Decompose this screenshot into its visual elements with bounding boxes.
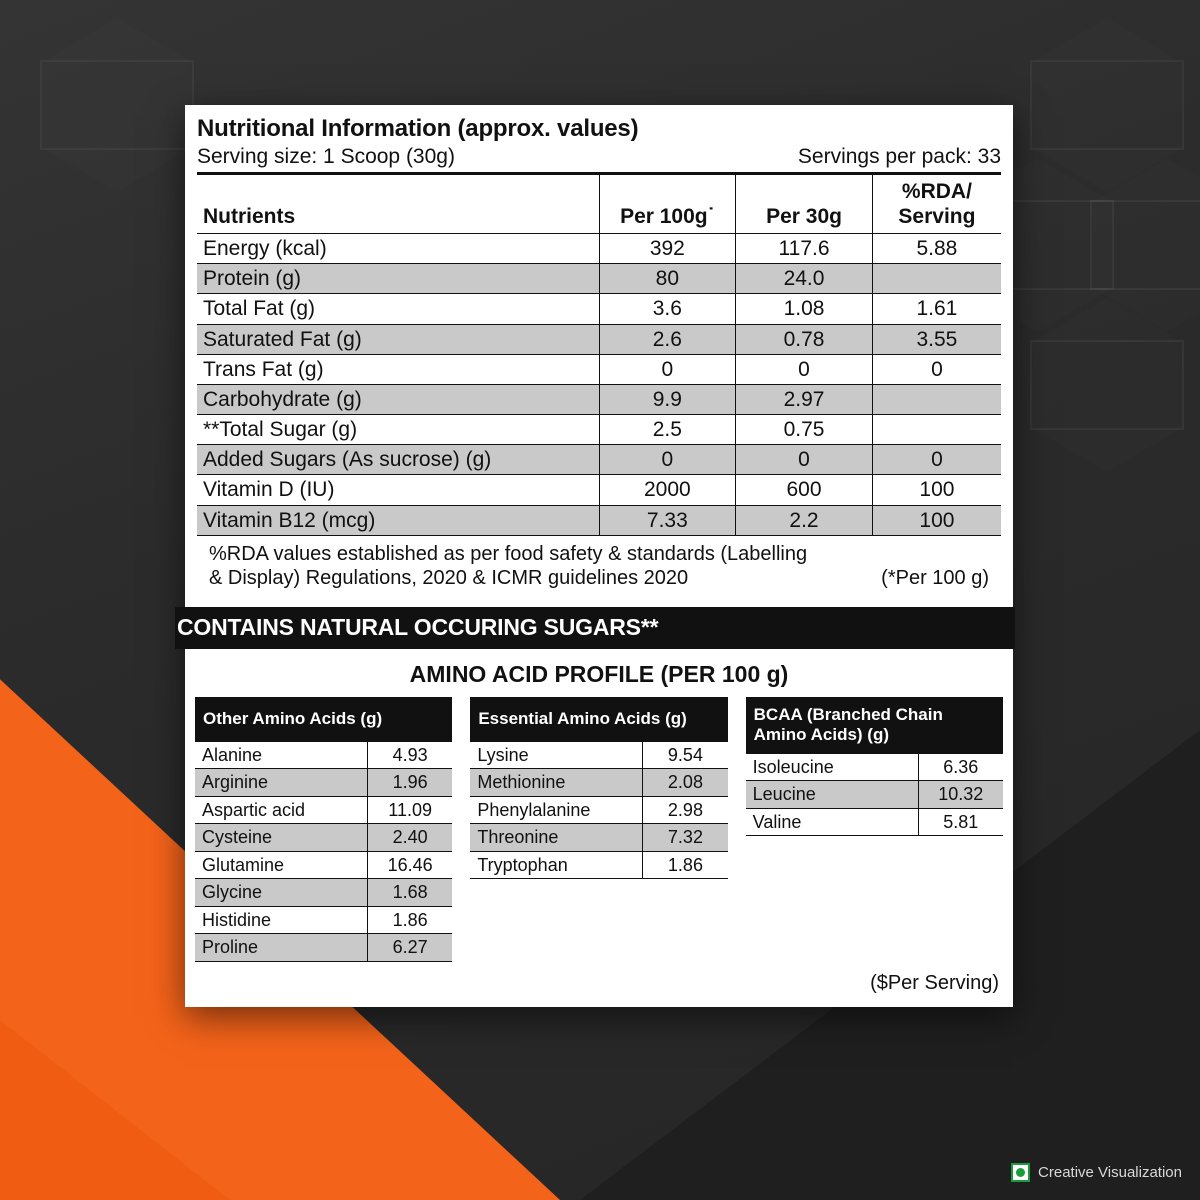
nutrient-rda: 3.55 <box>872 324 1001 354</box>
nutrient-name: Energy (kcal) <box>197 233 599 263</box>
nutrient-name: Carbohydrate (g) <box>197 384 599 414</box>
amino-value: 11.09 <box>367 796 452 824</box>
table-row <box>470 851 727 879</box>
table-row <box>746 781 1003 809</box>
amino-columns <box>195 697 1003 962</box>
nutrition-info-block <box>185 105 1013 607</box>
table-row <box>197 505 1001 535</box>
table-row <box>197 445 1001 475</box>
nutrient-name: Saturated Fat (g) <box>197 324 599 354</box>
nutrient-per-100g: 80 <box>599 264 736 294</box>
table-row <box>197 264 1001 294</box>
nutrient-name: Trans Fat (g) <box>197 354 599 384</box>
amino-value: 6.27 <box>367 934 452 962</box>
nutrition-table-head <box>197 175 1001 234</box>
amino-name: Valine <box>746 808 918 836</box>
amino-name: Threonine <box>470 824 642 852</box>
hex-decoration <box>40 60 194 150</box>
table-row <box>197 324 1001 354</box>
nutrient-per-30g: 0 <box>736 354 873 384</box>
col-header-per-100g: Per 100g˙ <box>599 175 736 234</box>
table-row <box>470 769 727 797</box>
col-header-rda <box>872 175 1001 234</box>
table-row <box>746 753 1003 781</box>
nutrition-header-row <box>197 175 1001 234</box>
nutrient-rda: 5.88 <box>872 233 1001 263</box>
table-row <box>195 824 452 852</box>
amino-value: 5.81 <box>918 808 1003 836</box>
table-row <box>197 475 1001 505</box>
amino-name: Isoleucine <box>746 753 918 781</box>
nutrient-name: Vitamin D (IU) <box>197 475 599 505</box>
nutrient-rda: 100 <box>872 475 1001 505</box>
amino-table <box>746 753 1003 837</box>
col-header-rda-line1: %RDA/ <box>901 179 972 203</box>
nutrient-per-30g: 600 <box>736 475 873 505</box>
nutrient-rda: 100 <box>872 505 1001 535</box>
col-header-rda-line2: Serving <box>898 204 976 228</box>
amino-value: 6.36 <box>918 753 1003 781</box>
nutrient-per-100g: 2000 <box>599 475 736 505</box>
nutrient-name: Total Fat (g) <box>197 294 599 324</box>
amino-name: Tryptophan <box>470 851 642 879</box>
amino-name: Phenylalanine <box>470 796 642 824</box>
amino-name: Lysine <box>470 741 642 769</box>
table-row <box>195 934 452 962</box>
nutrition-table-body <box>197 233 1001 535</box>
natural-sugars-banner: CONTAINS NATURAL OCCURING SUGARS** <box>175 607 1015 649</box>
amino-column-header: Essential Amino Acids (g) <box>470 697 727 741</box>
table-row <box>746 808 1003 836</box>
amino-column <box>470 697 727 880</box>
table-row <box>470 824 727 852</box>
col-header-per-30g: Per 30g <box>736 175 873 234</box>
table-row <box>195 906 452 934</box>
amino-value: 9.54 <box>643 741 728 769</box>
nutrient-rda <box>872 264 1001 294</box>
watermark <box>1011 1163 1182 1182</box>
amino-name: Aspartic acid <box>195 796 367 824</box>
amino-value: 2.40 <box>367 824 452 852</box>
nutrient-per-30g: 117.6 <box>736 233 873 263</box>
nutrient-name: **Total Sugar (g) <box>197 415 599 445</box>
nutrient-rda <box>872 384 1001 414</box>
veg-mark-icon <box>1011 1163 1030 1182</box>
amino-value: 4.93 <box>367 741 452 769</box>
amino-value: 1.68 <box>367 879 452 907</box>
table-row <box>195 879 452 907</box>
amino-value: 7.32 <box>643 824 728 852</box>
nutrition-table <box>197 175 1001 536</box>
veg-dot-icon <box>1016 1168 1025 1177</box>
table-row <box>195 796 452 824</box>
nutrient-per-30g: 2.97 <box>736 384 873 414</box>
nutrient-rda: 1.61 <box>872 294 1001 324</box>
amino-column <box>746 697 1003 837</box>
amino-value: 1.86 <box>367 906 452 934</box>
table-row <box>197 294 1001 324</box>
amino-value: 2.98 <box>643 796 728 824</box>
nutrient-name: Vitamin B12 (mcg) <box>197 505 599 535</box>
nutrient-per-30g: 0.78 <box>736 324 873 354</box>
amino-profile-title: AMINO ACID PROFILE (PER 100 g) <box>409 660 789 687</box>
hex-decoration <box>1030 60 1184 150</box>
hex-decoration <box>1030 340 1184 430</box>
table-row <box>197 415 1001 445</box>
nutrient-rda: 0 <box>872 354 1001 384</box>
amino-name: Histidine <box>195 906 367 934</box>
nutrient-per-30g: 0 <box>736 445 873 475</box>
amino-table <box>470 741 727 880</box>
table-row <box>197 354 1001 384</box>
serving-row <box>197 145 1001 175</box>
nutrient-rda: 0 <box>872 445 1001 475</box>
nutrient-per-30g: 2.2 <box>736 505 873 535</box>
amino-column <box>195 697 452 962</box>
amino-column-header: Other Amino Acids (g) <box>195 697 452 741</box>
nutrition-footnote <box>197 536 1001 601</box>
amino-name: Arginine <box>195 769 367 797</box>
amino-value: 16.46 <box>367 851 452 879</box>
table-row <box>197 233 1001 263</box>
rda-footnote-text: %RDA values established as per food safety & standards (Labelling & Display) Regulations, 2020 & ICMR guidelines 2020 <box>209 542 808 590</box>
table-row <box>470 796 727 824</box>
col-header-nutrients: Nutrients <box>197 175 599 234</box>
per-serving-note: ($Per Serving) <box>870 971 999 994</box>
nutrition-title: Nutritional Information (approx. values) <box>197 115 639 142</box>
table-row <box>197 384 1001 414</box>
table-row <box>195 769 452 797</box>
nutrient-name: Protein (g) <box>197 264 599 294</box>
amino-acid-block <box>185 649 1013 1007</box>
servings-per-pack: Servings per pack: 33 <box>797 144 1001 168</box>
per-100g-note: (*Per 100 g) <box>881 567 989 590</box>
amino-value: 1.96 <box>367 769 452 797</box>
amino-table <box>195 741 452 962</box>
nutrient-per-100g: 3.6 <box>599 294 736 324</box>
nutrient-per-100g: 0 <box>599 354 736 384</box>
amino-name: Cysteine <box>195 824 367 852</box>
amino-name: Glutamine <box>195 851 367 879</box>
amino-value: 2.08 <box>643 769 728 797</box>
amino-value: 1.86 <box>643 851 728 879</box>
amino-column-header: BCAA (Branched Chain Amino Acids) (g) <box>746 697 1003 753</box>
amino-name: Proline <box>195 934 367 962</box>
nutrient-per-100g: 7.33 <box>599 505 736 535</box>
watermark-text: Creative Visualization <box>1038 1164 1182 1181</box>
table-row <box>195 851 452 879</box>
nutrient-per-100g: 2.5 <box>599 415 736 445</box>
table-row <box>470 741 727 769</box>
serving-size: Serving size: 1 Scoop (30g) <box>197 144 455 168</box>
nutrient-name: Added Sugars (As sucrose) (g) <box>197 445 599 475</box>
amino-name: Glycine <box>195 879 367 907</box>
amino-name: Leucine <box>746 781 918 809</box>
nutrient-per-30g: 0.75 <box>736 415 873 445</box>
amino-value: 10.32 <box>918 781 1003 809</box>
amino-name: Alanine <box>195 741 367 769</box>
nutrient-per-100g: 2.6 <box>599 324 736 354</box>
nutrient-per-100g: 392 <box>599 233 736 263</box>
table-row <box>195 741 452 769</box>
nutrient-per-100g: 0 <box>599 445 736 475</box>
nutrition-label-card <box>177 105 1013 1007</box>
nutrient-per-100g: 9.9 <box>599 384 736 414</box>
amino-name: Methionine <box>470 769 642 797</box>
nutrient-per-30g: 24.0 <box>736 264 873 294</box>
nutrient-per-30g: 1.08 <box>736 294 873 324</box>
nutrient-rda <box>872 415 1001 445</box>
